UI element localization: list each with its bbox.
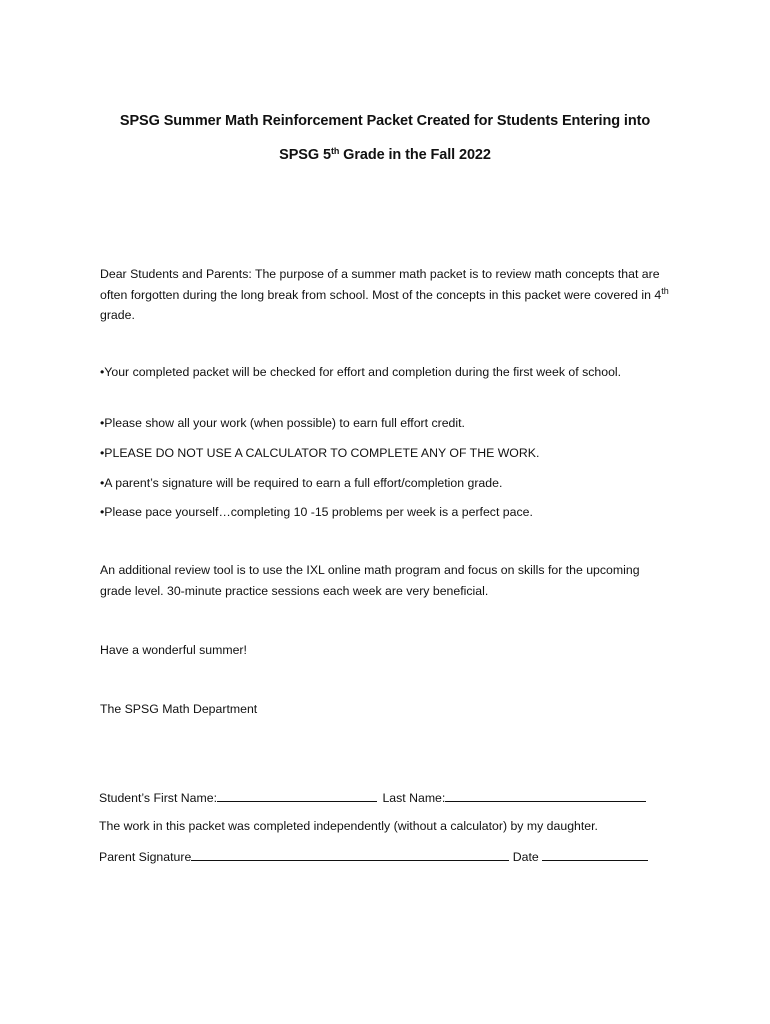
student-name-row [99, 789, 646, 805]
page-title-line-1: SPSG Summer Math Reinforcement Packet Created for Students Entering into [119, 113, 651, 129]
bullet-item: •Please pace yourself…completing 10 -15 problems per week is a perfect pace. [100, 505, 533, 519]
intro-text-end: grade. [100, 308, 135, 322]
bullet-item: •Please show all your work (when possible) to earn full effort credit. [100, 416, 465, 430]
first-name-label: Student’s First Name: [99, 791, 218, 805]
ixl-paragraph: An additional review tool is to use the IXL online math program and focus on skills for the upcoming grade level. 30-minute practice sessions each week are very beneficial. [100, 563, 640, 598]
date-field[interactable] [542, 848, 648, 861]
bullet-item: •Your completed packet will be checked for effort and completion during the first week of school. [100, 365, 622, 379]
signoff-line: The SPSG Math Department [100, 702, 258, 716]
first-name-field[interactable] [217, 789, 377, 802]
parent-signature-field[interactable] [191, 848, 509, 861]
date-label: Date [512, 850, 539, 864]
last-name-field[interactable] [445, 789, 646, 802]
closing-line: Have a wonderful summer! [100, 643, 247, 657]
title-suffix: Grade in the Fall 2022 [339, 147, 491, 163]
last-name-label: Last Name: [382, 791, 446, 805]
intro-paragraph [100, 264, 670, 326]
intro-superscript: th [661, 285, 669, 296]
intro-text: Dear Students and Parents: The purpose of a summer math packet is to review math concepts that are often forgotten during the long break from school. Most of the concepts in this packet were covered in 4 [100, 267, 662, 302]
title-prefix: SPSG 5 [279, 147, 331, 163]
independence-statement: The work in this packet was completed independently (without a calculator) by my daughter. [99, 819, 598, 833]
bullet-item: •A parent’s signature will be required to earn a full effort/completion grade. [100, 476, 503, 490]
title-superscript: th [330, 146, 340, 156]
bullet-item: •PLEASE DO NOT USE A CALCULATOR TO COMPLETE ANY OF THE WORK. [100, 446, 540, 460]
parent-signature-row [99, 848, 648, 864]
parent-signature-label: Parent Signature [99, 850, 192, 864]
page-title-line-2 [0, 147, 770, 163]
